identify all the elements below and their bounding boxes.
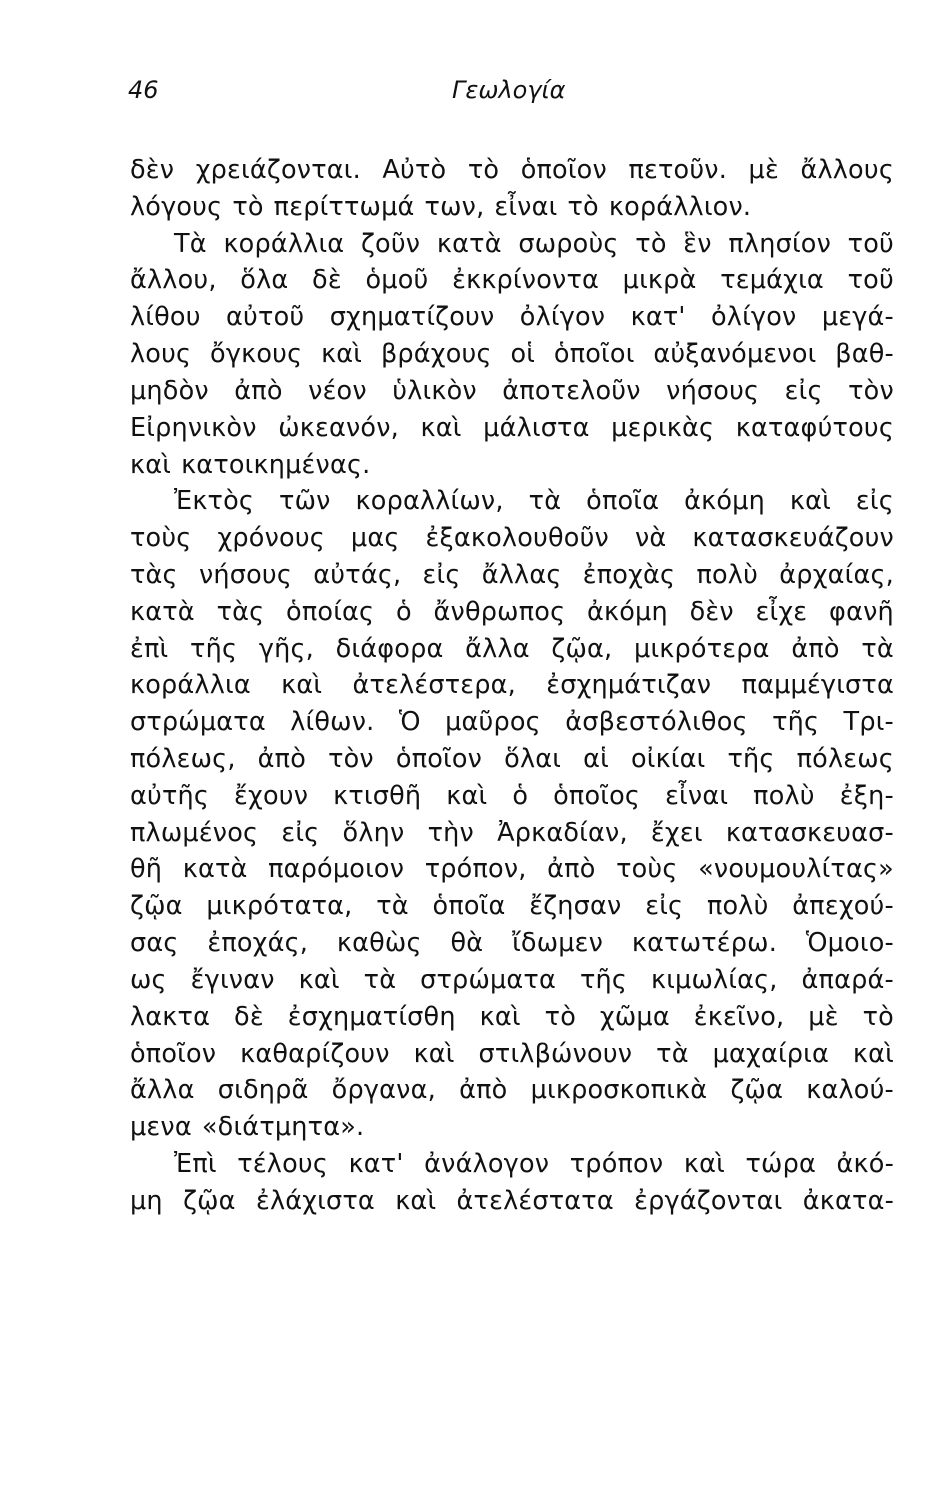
text-line: λίθου αὐτοῦ σχηματίζουν ὀλίγον κατ' ὀλίγον μεγά-: [130, 302, 894, 333]
text-line: μενα «διάτμητα».: [130, 1112, 365, 1143]
text-line: πλωμένος εἰς ὅλην τὴν Ἀρκαδίαν, ἔχει κατασκευασ-: [130, 817, 894, 848]
text-line: κατὰ τὰς ὁποίας ὁ ἄνθρωπος ἀκόμη δὲν εἶχε φανῆ: [130, 596, 894, 627]
text-line: Ἐκτὸς τῶν κοραλλίων, τὰ ὁποῖα ἀκόμη καὶ εἰς: [174, 486, 894, 517]
text-line: σας ἐποχάς, καθὼς θὰ ἴδωμεν κατωτέρω. Ὁμοιο-: [130, 928, 894, 959]
text-line: κοράλλια καὶ ἀτελέστερα, ἐσχημάτιζαν παμμέγιστα: [130, 670, 894, 701]
text-line: ζῷα μικρότατα, τὰ ὁποῖα ἔζησαν εἰς πολὺ ἀπεχού-: [130, 891, 894, 922]
text-line: λους ὄγκους καὶ βράχους οἱ ὁποῖοι αὐξανόμενοι βαθ-: [130, 339, 894, 370]
running-title: Γεωλογία: [452, 76, 566, 104]
page-number: 46: [128, 76, 159, 104]
body-text: [130, 152, 894, 1220]
text-line: λόγους τὸ περίττωμά των, εἶναι τὸ κοράλλιον.: [130, 191, 752, 222]
text-line: λακτα δὲ ἐσχηματίσθη καὶ τὸ χῶμα ἐκεῖνο, μὲ τὸ: [130, 1001, 894, 1032]
text-line: αὐτῆς ἔχουν κτισθῆ καὶ ὁ ὁποῖος εἶναι πολὺ ἐξη-: [130, 780, 894, 811]
text-line: τοὺς χρόνους μας ἐξακολουθοῦν νὰ κατασκευάζουν: [130, 523, 894, 554]
text-line: στρώματα λίθων. Ὁ μαῦρος ἀσβεστόλιθος τῆς Τρι-: [130, 707, 894, 738]
page-header: [0, 76, 934, 116]
text-line: Εἰρηνικὸν ὠκεανόν, καὶ μάλιστα μερικὰς καταφύτους: [130, 412, 894, 443]
text-line: ἐπὶ τῆς γῆς, διάφορα ἄλλα ζῷα, μικρότερα ἀπὸ τὰ: [130, 633, 894, 664]
text-line: θῆ κατὰ παρόμοιον τρόπον, ἀπὸ τοὺς «νουμουλίτας»: [130, 854, 894, 885]
text-line: Τὰ κοράλλια ζοῦν κατὰ σωροὺς τὸ ἓν πλησίον τοῦ: [174, 228, 894, 259]
text-line: ὁποῖον καθαρίζουν καὶ στιλβώνουν τὰ μαχαίρια καὶ: [130, 1038, 894, 1069]
text-line: καὶ κατοικημένας.: [130, 449, 371, 480]
text-line: Ἐπὶ τέλους κατ' ἀνάλογον τρόπον καὶ τώρα ἀκό-: [174, 1148, 894, 1179]
text-line: τὰς νήσους αὐτάς, εἰς ἄλλας ἐποχὰς πολὺ ἀρχαίας,: [130, 559, 894, 590]
text-line: δὲν χρειάζονται. Αὐτὸ τὸ ὁποῖον πετοῦν. μὲ ἄλλους: [130, 155, 894, 185]
text-line: ἄλλου, ὅλα δὲ ὁμοῦ ἐκκρίνοντα μικρὰ τεμάχια τοῦ: [130, 265, 894, 296]
text-line: μη ζῷα ἐλάχιστα καὶ ἀτελέστατα ἐργάζονται ἀκατα-: [130, 1185, 894, 1216]
text-line: πόλεως, ἀπὸ τὸν ὁποῖον ὅλαι αἱ οἰκίαι τῆς πόλεως: [130, 744, 894, 774]
text-line: ἄλλα σιδηρᾶ ὄργανα, ἀπὸ μικροσκοπικὰ ζῷα καλού-: [130, 1075, 894, 1106]
text-line: μηδὸν ἀπὸ νέον ὑλικὸν ἀποτελοῦν νήσους εἰς τὸν: [130, 375, 894, 406]
text-line: ως ἔγιναν καὶ τὰ στρώματα τῆς κιμωλίας, ἀπαρά-: [130, 964, 894, 995]
